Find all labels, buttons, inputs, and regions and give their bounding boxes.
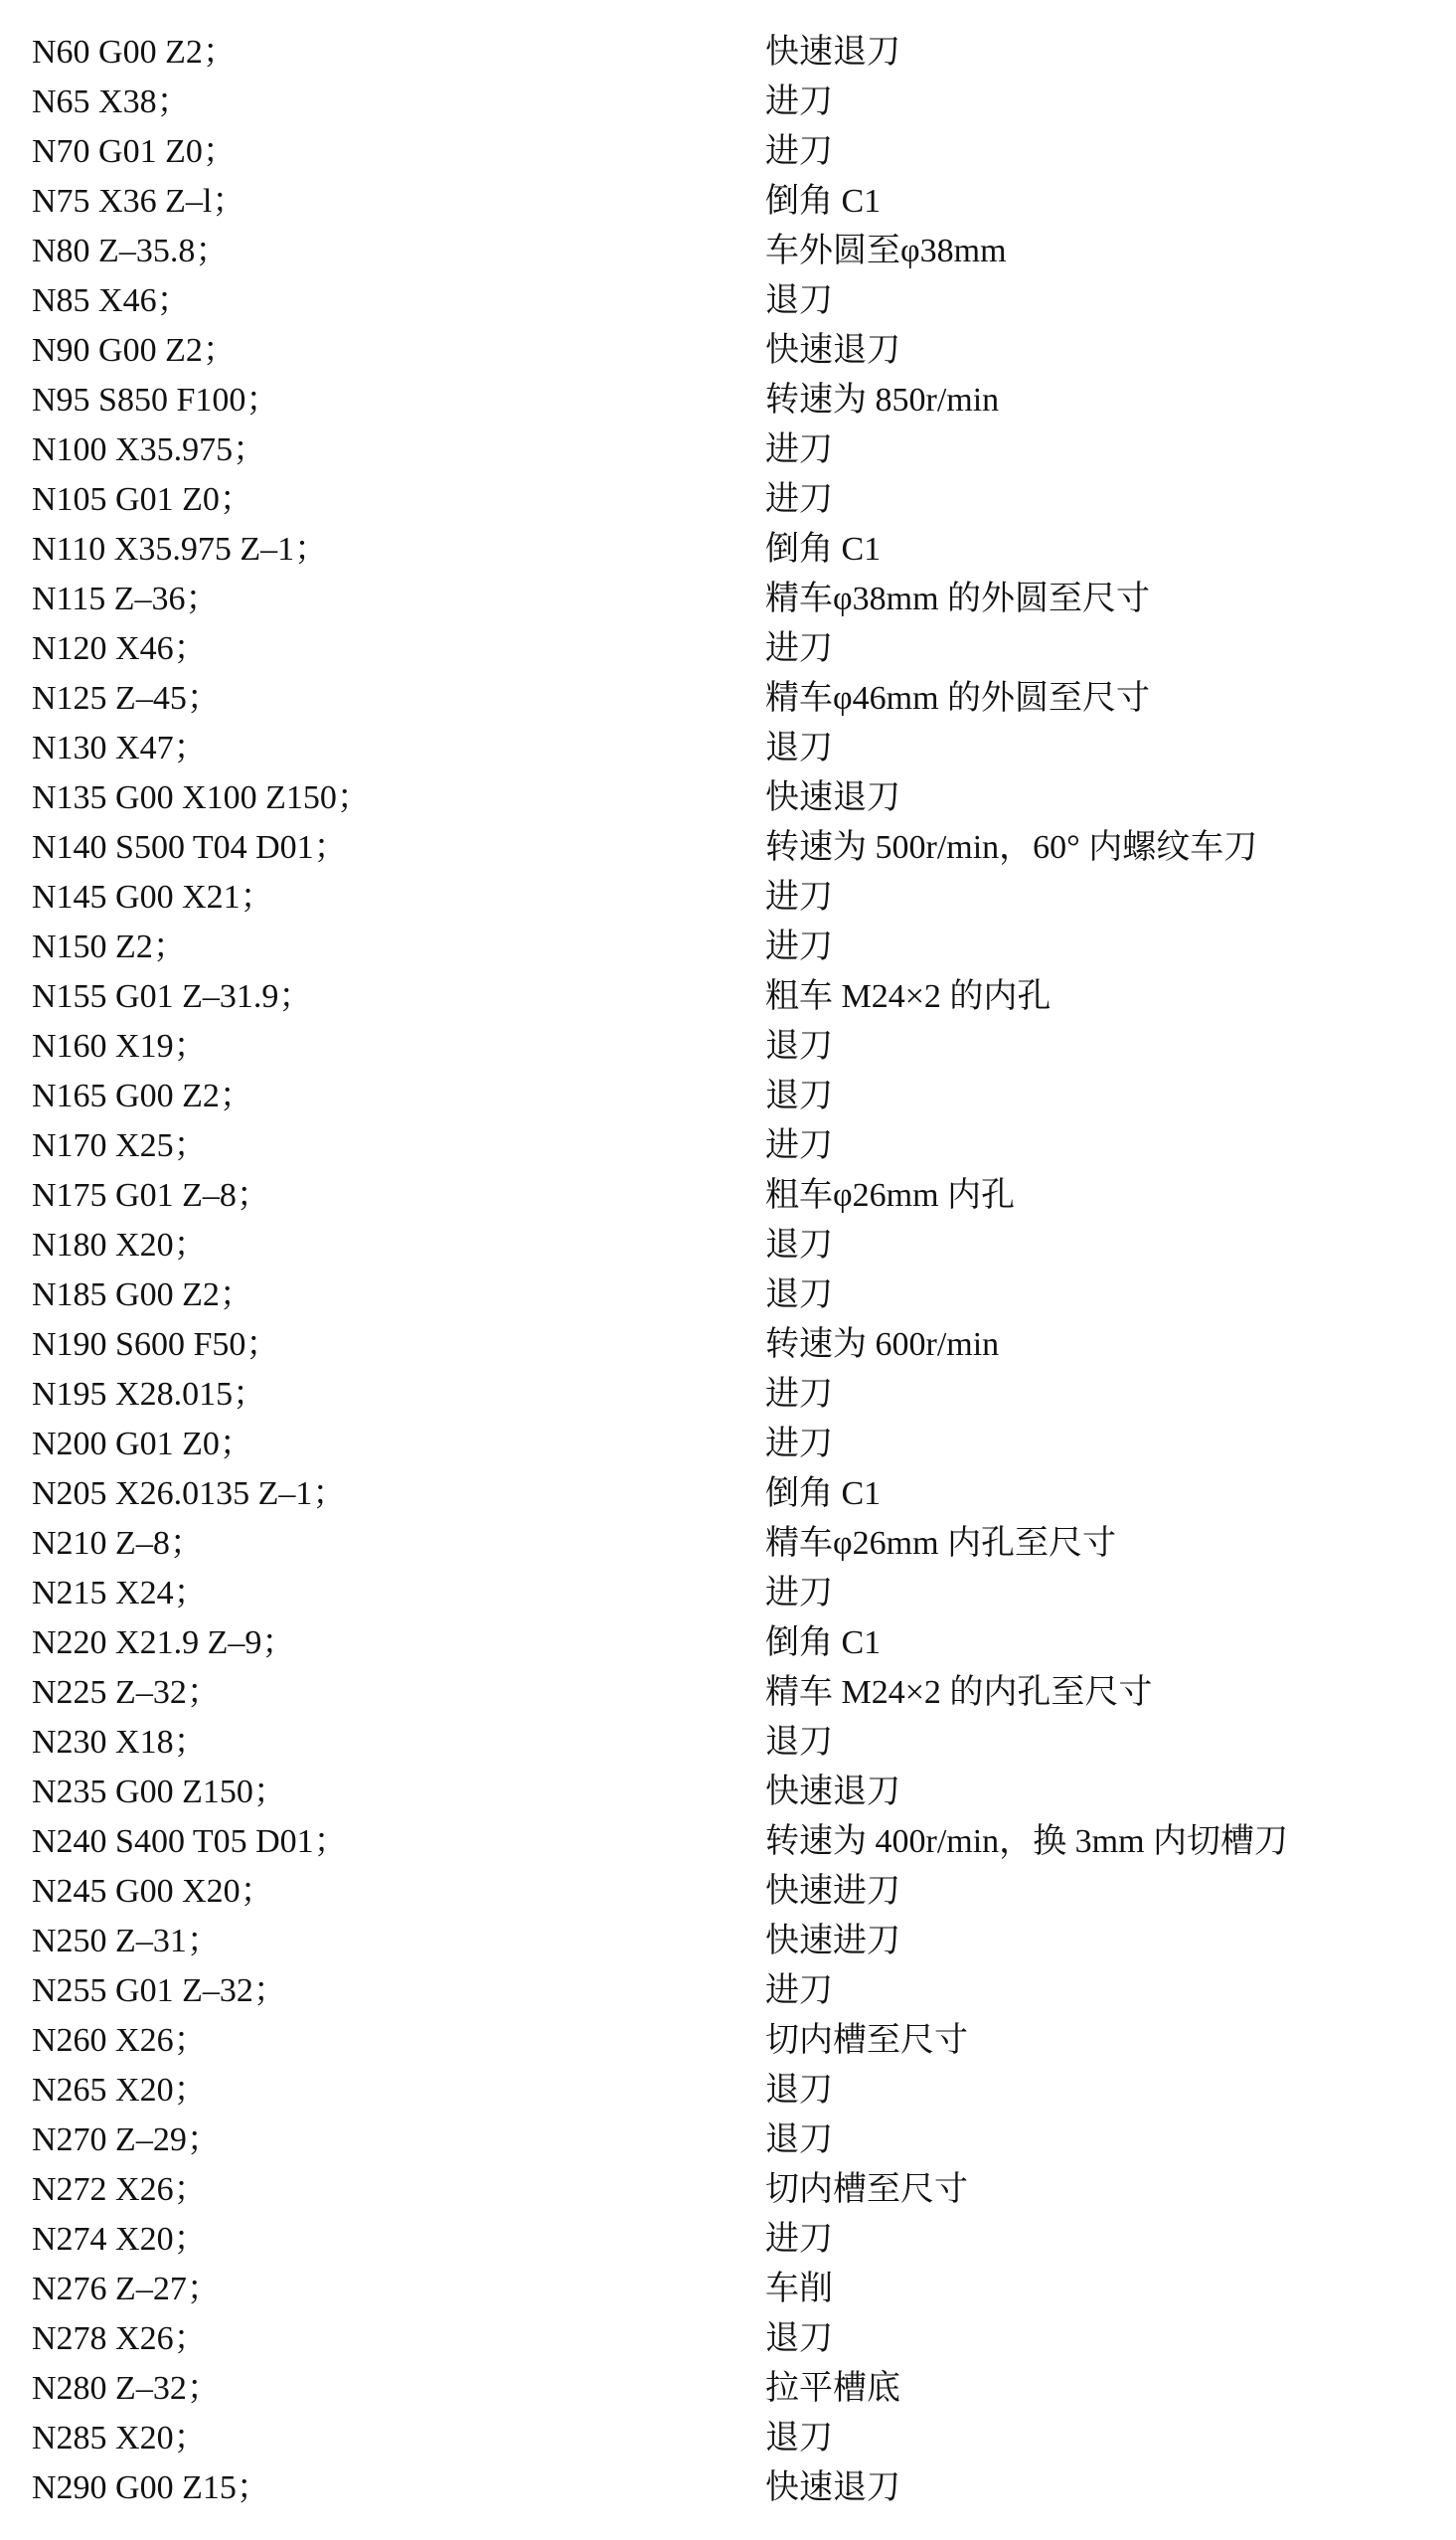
line-comment: 进刀 bbox=[765, 1972, 833, 2009]
line-comment: 退刀 bbox=[765, 1078, 833, 1114]
nc-code: N60 G00 Z2； bbox=[32, 34, 237, 71]
nc-code: N140 S500 T04 D01； bbox=[32, 829, 348, 866]
line-comment: 进刀 bbox=[765, 84, 833, 120]
nc-code: N260 X26； bbox=[32, 2022, 208, 2059]
cnc-program-listing bbox=[0, 28, 1456, 2513]
nc-code: N90 G00 Z2； bbox=[32, 332, 237, 369]
program-line bbox=[0, 1370, 1456, 1420]
nc-code: N210 Z–8； bbox=[32, 1525, 204, 1562]
nc-code: N145 G00 X21； bbox=[32, 879, 274, 916]
program-line bbox=[0, 1668, 1456, 1718]
line-comment: 进刀 bbox=[765, 133, 833, 170]
line-comment: 车外圆至φ38mm bbox=[765, 233, 1007, 269]
nc-code: N180 X20； bbox=[32, 1227, 208, 1264]
line-comment: 切内槽至尺寸 bbox=[765, 2171, 968, 2208]
line-comment: 粗车φ26mm 内孔 bbox=[765, 1177, 1016, 1214]
line-comment: 快速退刀 bbox=[765, 332, 900, 369]
program-line bbox=[0, 276, 1456, 326]
line-comment: 快速退刀 bbox=[765, 34, 900, 71]
line-comment: 转速为 500r/min，60° 内螺纹车刀 bbox=[765, 829, 1258, 866]
nc-code: N265 X20； bbox=[32, 2072, 208, 2109]
line-comment: 退刀 bbox=[765, 2420, 833, 2456]
line-comment: 快速退刀 bbox=[765, 2469, 900, 2506]
line-comment: 进刀 bbox=[765, 879, 833, 916]
line-comment: 精车 M24×2 的内孔至尺寸 bbox=[765, 1674, 1153, 1711]
program-line bbox=[0, 2463, 1456, 2513]
line-comment: 进刀 bbox=[765, 1575, 833, 1611]
program-line bbox=[0, 923, 1456, 972]
nc-code: N175 G01 Z–8； bbox=[32, 1177, 270, 1214]
program-line bbox=[0, 1420, 1456, 1469]
nc-code: N80 Z–35.8； bbox=[32, 233, 230, 269]
line-comment: 快速退刀 bbox=[765, 1774, 900, 1810]
nc-code: N95 S850 F100； bbox=[32, 382, 280, 419]
nc-code: N200 G01 Z0； bbox=[32, 1426, 253, 1462]
nc-code: N270 Z–29； bbox=[32, 2121, 221, 2158]
line-comment: 精车φ46mm 的外圆至尺寸 bbox=[765, 680, 1151, 717]
program-line bbox=[0, 1022, 1456, 1072]
line-comment: 倒角 C1 bbox=[765, 1624, 882, 1661]
program-line bbox=[0, 1917, 1456, 1966]
program-line bbox=[0, 2364, 1456, 2414]
line-comment: 快速进刀 bbox=[765, 1923, 900, 1959]
program-line bbox=[0, 2215, 1456, 2265]
nc-code: N285 X20； bbox=[32, 2420, 208, 2456]
nc-code: N215 X24； bbox=[32, 1575, 208, 1611]
line-comment: 退刀 bbox=[765, 2121, 833, 2158]
program-line bbox=[0, 475, 1456, 525]
nc-code: N278 X26； bbox=[32, 2320, 208, 2357]
program-line bbox=[0, 972, 1456, 1022]
line-comment: 进刀 bbox=[765, 1376, 833, 1413]
nc-code: N290 G00 Z15； bbox=[32, 2469, 270, 2506]
program-line bbox=[0, 2016, 1456, 2066]
nc-code: N205 X26.0135 Z–1； bbox=[32, 1475, 347, 1512]
line-comment: 进刀 bbox=[765, 2221, 833, 2258]
program-line bbox=[0, 425, 1456, 475]
program-line bbox=[0, 1867, 1456, 1917]
line-comment: 退刀 bbox=[765, 1227, 833, 1264]
nc-code: N220 X21.9 Z–9； bbox=[32, 1624, 296, 1661]
nc-code: N240 S400 T05 D01； bbox=[32, 1823, 348, 1860]
nc-code: N105 G01 Z0； bbox=[32, 481, 253, 518]
line-comment: 退刀 bbox=[765, 1276, 833, 1313]
program-line bbox=[0, 2116, 1456, 2165]
line-comment: 精车φ26mm 内孔至尺寸 bbox=[765, 1525, 1117, 1562]
line-comment: 拉平槽底 bbox=[765, 2370, 900, 2407]
program-line bbox=[0, 1469, 1456, 1519]
program-line bbox=[0, 624, 1456, 674]
nc-code: N150 Z2； bbox=[32, 929, 187, 965]
program-line bbox=[0, 127, 1456, 177]
program-line bbox=[0, 227, 1456, 276]
program-line bbox=[0, 2165, 1456, 2215]
nc-code: N110 X35.975 Z–1； bbox=[32, 531, 329, 568]
program-line bbox=[0, 1221, 1456, 1270]
line-comment: 切内槽至尺寸 bbox=[765, 2022, 968, 2059]
nc-code: N245 G00 X20； bbox=[32, 1873, 274, 1910]
nc-code: N230 X18； bbox=[32, 1724, 208, 1761]
program-line bbox=[0, 1569, 1456, 1618]
nc-code: N190 S600 F50； bbox=[32, 1326, 280, 1363]
program-line bbox=[0, 674, 1456, 724]
line-comment: 转速为 400r/min，换 3mm 内切槽刀 bbox=[765, 1823, 1289, 1860]
nc-code: N255 G01 Z–32； bbox=[32, 1972, 287, 2009]
program-line bbox=[0, 2265, 1456, 2314]
nc-code: N135 G00 X100 Z150； bbox=[32, 779, 371, 816]
program-line bbox=[0, 1519, 1456, 1569]
line-comment: 车削 bbox=[765, 2271, 833, 2307]
nc-code: N125 Z–45； bbox=[32, 680, 221, 717]
program-line bbox=[0, 873, 1456, 923]
line-comment: 退刀 bbox=[765, 2072, 833, 2109]
nc-code: N280 Z–32； bbox=[32, 2370, 221, 2407]
program-line bbox=[0, 1171, 1456, 1221]
nc-code: N160 X19； bbox=[32, 1028, 208, 1065]
program-line bbox=[0, 1072, 1456, 1121]
nc-code: N65 X38； bbox=[32, 84, 191, 120]
line-comment: 进刀 bbox=[765, 481, 833, 518]
line-comment: 进刀 bbox=[765, 1426, 833, 1462]
line-comment: 退刀 bbox=[765, 1028, 833, 1065]
nc-code: N170 X25； bbox=[32, 1127, 208, 1164]
line-comment: 进刀 bbox=[765, 1127, 833, 1164]
line-comment: 进刀 bbox=[765, 929, 833, 965]
nc-code: N272 X26； bbox=[32, 2171, 208, 2208]
line-comment: 倒角 C1 bbox=[765, 183, 882, 220]
nc-code: N274 X20； bbox=[32, 2221, 208, 2258]
line-comment: 粗车 M24×2 的内孔 bbox=[765, 978, 1052, 1015]
program-line bbox=[0, 1618, 1456, 1668]
line-comment: 进刀 bbox=[765, 630, 833, 667]
line-comment: 倒角 C1 bbox=[765, 1475, 882, 1512]
line-comment: 进刀 bbox=[765, 431, 833, 468]
nc-code: N235 G00 Z150； bbox=[32, 1774, 287, 1810]
line-comment: 快速进刀 bbox=[765, 1873, 900, 1910]
program-line bbox=[0, 2414, 1456, 2463]
program-line bbox=[0, 1270, 1456, 1320]
line-comment: 精车φ38mm 的外圆至尺寸 bbox=[765, 581, 1151, 617]
nc-code: N155 G01 Z–31.9； bbox=[32, 978, 313, 1015]
program-line bbox=[0, 1121, 1456, 1171]
line-comment: 倒角 C1 bbox=[765, 531, 882, 568]
line-comment: 转速为 600r/min bbox=[765, 1326, 1000, 1363]
line-comment: 转速为 850r/min bbox=[765, 382, 1000, 419]
nc-code: N120 X46； bbox=[32, 630, 208, 667]
line-comment: 快速退刀 bbox=[765, 779, 900, 816]
nc-code: N250 Z–31； bbox=[32, 1923, 221, 1959]
program-line bbox=[0, 2066, 1456, 2116]
program-line bbox=[0, 1966, 1456, 2016]
line-comment: 退刀 bbox=[765, 730, 833, 766]
program-line bbox=[0, 1320, 1456, 1370]
program-line bbox=[0, 773, 1456, 823]
program-line bbox=[0, 177, 1456, 227]
program-line bbox=[0, 525, 1456, 575]
line-comment: 退刀 bbox=[765, 282, 833, 319]
line-comment: 退刀 bbox=[765, 1724, 833, 1761]
nc-code: N276 Z–27； bbox=[32, 2271, 221, 2307]
program-line bbox=[0, 1817, 1456, 1867]
program-line bbox=[0, 28, 1456, 78]
program-line bbox=[0, 724, 1456, 773]
nc-code: N165 G00 Z2； bbox=[32, 1078, 253, 1114]
program-line bbox=[0, 575, 1456, 624]
nc-code: N70 G01 Z0； bbox=[32, 133, 237, 170]
nc-code: N195 X28.015； bbox=[32, 1376, 267, 1413]
nc-code: N115 Z–36； bbox=[32, 581, 220, 617]
nc-code: N75 X36 Z–l； bbox=[32, 183, 246, 220]
nc-code: N100 X35.975； bbox=[32, 431, 267, 468]
program-line bbox=[0, 376, 1456, 425]
program-line bbox=[0, 1718, 1456, 1768]
program-line bbox=[0, 2314, 1456, 2364]
program-line bbox=[0, 823, 1456, 873]
line-comment: 退刀 bbox=[765, 2320, 833, 2357]
nc-code: N130 X47； bbox=[32, 730, 208, 766]
nc-code: N225 Z–32； bbox=[32, 1674, 221, 1711]
program-line bbox=[0, 78, 1456, 127]
program-line bbox=[0, 1768, 1456, 1817]
nc-code: N185 G00 Z2； bbox=[32, 1276, 253, 1313]
nc-code: N85 X46； bbox=[32, 282, 191, 319]
program-line bbox=[0, 326, 1456, 376]
